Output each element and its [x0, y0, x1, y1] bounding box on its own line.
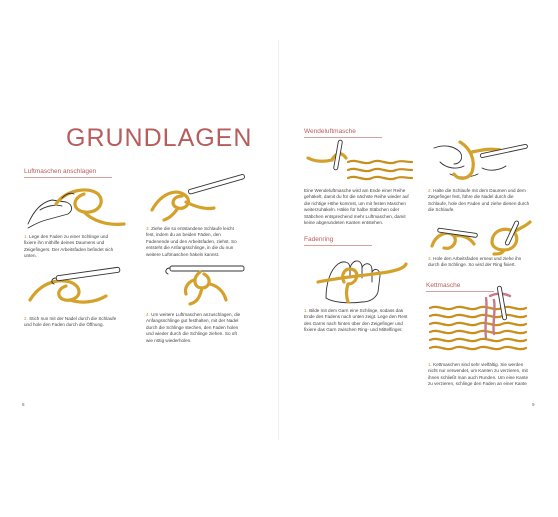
page-title: GRUNDLAGEN: [66, 124, 253, 152]
step4-number: 4.: [146, 312, 150, 317]
step2-number: 2.: [24, 316, 28, 321]
illustration-step4: [150, 258, 250, 306]
kett-body: Kettmaschen sind sehr vielfältig. Sie werden nicht nur verwendet, um Kanten zu verzieren, mit ihnen schließt man auch Runden. Um eine Kante zu verzieren, schlinge den Faden an einer Kante: [428, 362, 529, 387]
ring3-number: 3.: [428, 256, 432, 261]
gutter: [278, 40, 279, 440]
illustration-fadenring-1: [316, 248, 406, 304]
page-number-right: 9: [532, 402, 535, 407]
step2-text: [24, 316, 120, 329]
step1-body: Lege den Faden zu einer Schlinge und fixiere ihn mithilfe deines Daumens und Zeigefingers. Der Arbeitsfaden befindet sich unten.: [24, 234, 114, 259]
kett-number: 1.: [428, 362, 432, 367]
illustration-fadenring-2: [430, 138, 530, 182]
step1-number: 1.: [24, 234, 28, 239]
step4-body: Um weitere Luftmaschen anzuschlagen, die Anfangsschlinge gut festhalten, mit der Nadel durch die Schlinge stechen, den Faden holen und wieder durch die Schlinge ziehen. So oft wie nötig wiederholen.: [146, 312, 241, 343]
step3-text: [146, 226, 242, 258]
step2-body: Stich nun mit der Nadel durch die Schlaufe und hole den Faden durch die Öffnung.: [24, 316, 117, 328]
step1-text: [24, 234, 120, 260]
ring3-text: [428, 256, 532, 269]
illustration-wendeluftmasche: [306, 140, 416, 184]
illustration-step1: [26, 180, 126, 230]
page-number-left: 8: [22, 402, 25, 407]
step3-number: 3.: [146, 226, 150, 231]
ring1-number: 1.: [304, 308, 308, 313]
wende-text: Eine Wendeluftmasche wird am Ende einer Reihe gehäkelt, damit du für die nächste Reihe wieder auf die richtige Höhe kommst, um mit festen Maschen weiterzuhäkeln. Häkle für halbe Stäbchen oder Stäbchen entsprechend mehr Luftmaschen, damit keine abgerundeten Kanten entstehen.: [304, 188, 409, 226]
step4-text: [146, 312, 242, 344]
heading-wendeluftmasche: Wendeluftmasche: [304, 128, 374, 135]
heading-fadenring: Fadenring: [304, 236, 364, 243]
illustration-fadenring-3: [428, 220, 532, 254]
kett-text: [428, 362, 532, 388]
ring1-body: Bilde mit dem Garn eine Schlinge, sodass das Ende des Fadens nach unten zeigt. Lege den Rest des Garns nach hinten über den Zeigefinger und fixiere das Garn zwischen Ring- und Mittelfinger.: [304, 308, 408, 333]
illustration-kettmasche: [428, 294, 534, 358]
heading-kettmasche: Kettmasche: [426, 282, 486, 289]
illustration-step3: [148, 180, 248, 220]
ring1-text: [304, 308, 410, 334]
illustration-step2: [26, 264, 126, 308]
ring2-text: [428, 188, 532, 214]
ring2-body: Halte die Schlaufe mit dem Daumen und dem Zeigefinger fest, führe die Nadel durch die Schlaufe, hole den Faden und ziehe diesen durch die Schlaufe.: [428, 188, 530, 213]
step3-body: Ziehe die so entstandene Schlaufe leicht fest, indem du an beiden Fäden, den Fadenende und den Arbeitsfaden, ziehst. So entsteht die Anfangsschlinge, in die du nun weitere Luftmaschen häkeln kannst.: [146, 226, 237, 257]
ring3-body: Hole den Arbeitsfaden erneut und ziehe ihn durch die Schlinge. So wird der Ring fixiert.: [428, 256, 522, 268]
ring2-number: 2.: [428, 188, 432, 193]
heading-luftmaschen: Luftmaschen anschlagen: [24, 168, 104, 175]
